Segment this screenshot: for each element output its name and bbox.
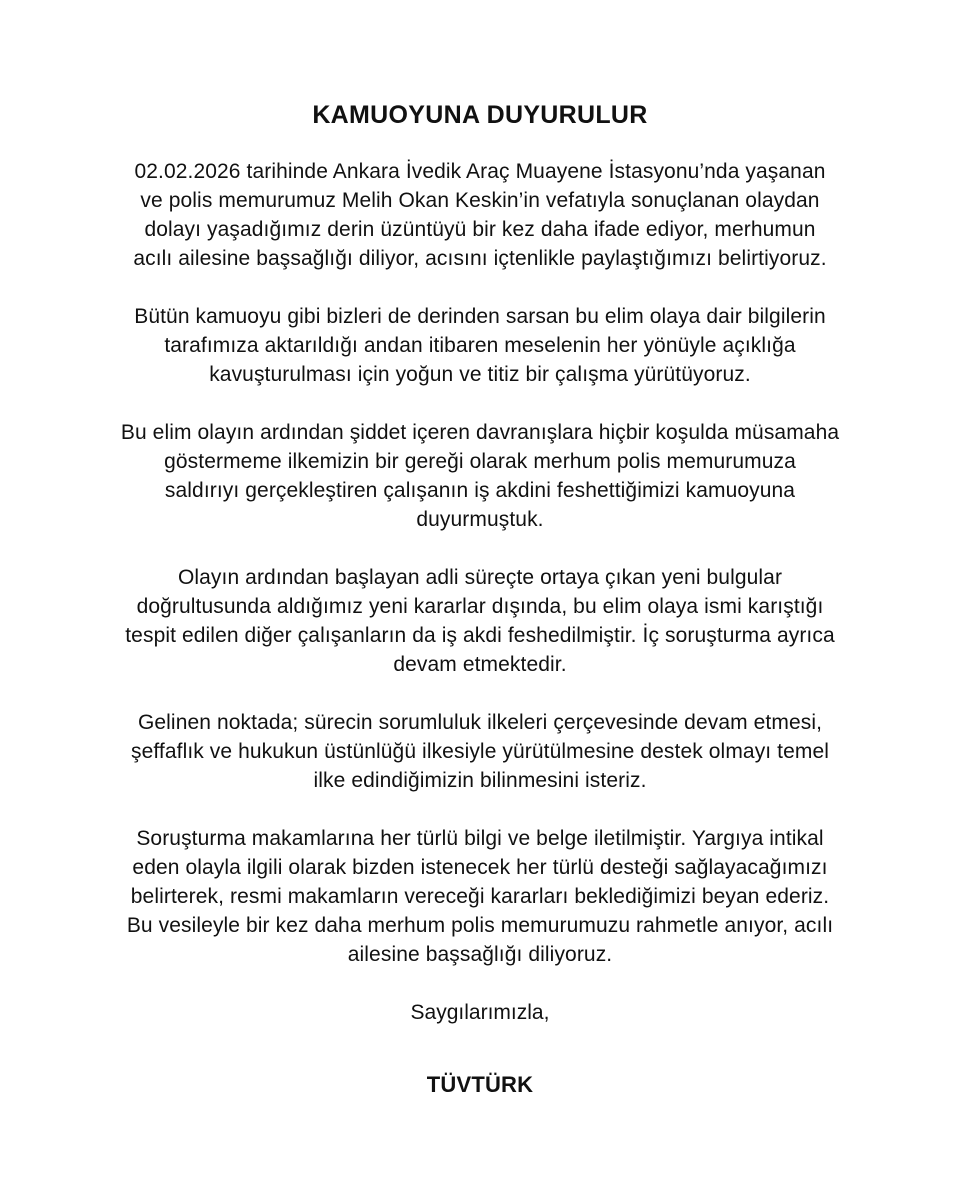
paragraph-line: belirterek, resmi makamların vereceği kararları beklediğimizi beyan ederiz.	[130, 885, 830, 908]
paragraph-line: eden olayla ilgili olarak bizden istenecek her türlü desteği sağlayacağımızı	[132, 856, 828, 879]
paragraph-line: saldırıyı gerçekleştiren çalışanın iş akdini feshettiğimizi kamuoyuna	[164, 479, 796, 502]
closing-salutation: Saygılarımızla,	[410, 1001, 550, 1024]
paragraph-line: tespit edilen diğer çalışanların da iş akdi feshedilmiştir. İç soruşturma ayrıca	[125, 624, 835, 647]
paragraph-line: Bütün kamuoyu gibi bizleri de derinden sarsan bu elim olaya dair bilgilerin	[134, 305, 826, 328]
paragraph-line: duyurmuştuk.	[416, 508, 544, 531]
paragraph-6	[35, 824, 925, 969]
paragraph-line: devam etmektedir.	[393, 653, 567, 676]
paragraph-line: Olayın ardından başlayan adli süreçte ortaya çıkan yeni bulgular	[177, 566, 783, 589]
paragraph-line: Gelinen noktada; sürecin sorumluluk ilkeleri çerçevesinde devam etmesi,	[137, 711, 823, 734]
paragraph-line: kavuşturulması için yoğun ve titiz bir çalışma yürütüyoruz.	[209, 363, 751, 386]
paragraph-3	[35, 418, 925, 534]
paragraph-line: dolayı yaşadığımız derin üzüntüyü bir kez daha ifade ediyor, merhumun	[144, 218, 816, 241]
paragraph-line: 02.02.2026 tarihinde Ankara İvedik Araç Muayene İstasyonu’nda yaşanan	[134, 160, 826, 183]
paragraph-5	[35, 708, 925, 795]
paragraph-line: tarafımıza aktarıldığı andan itibaren meselenin her yönüyle açıklığa	[164, 334, 796, 357]
paragraph-line: şeffaflık ve hukukun üstünlüğü ilkesiyle yürütülmesine destek olmayı temel	[130, 740, 830, 763]
paragraph-line: ailesine başsağlığı diliyoruz.	[347, 943, 613, 966]
paragraph-line: ve polis memurumuz Melih Okan Keskin’in vefatıyla sonuçlanan olaydan	[140, 189, 820, 212]
paragraph-4	[35, 563, 925, 679]
paragraph-1	[35, 157, 925, 273]
paragraph-line: acılı ailesine başsağlığı diliyor, acısını içtenlikle paylaştığımızı belirtiyoruz.	[133, 247, 827, 270]
signature-company: TÜVTÜRK	[426, 1072, 534, 1097]
paragraph-line: Bu vesileyle bir kez daha merhum polis memurumuzu rahmetle anıyor, acılı	[126, 914, 834, 937]
document-body	[35, 157, 925, 1027]
paragraph-line: Soruşturma makamlarına her türlü bilgi ve belge iletilmiştir. Yargıya intikal	[136, 827, 824, 850]
paragraph-line: göstermeme ilkemizin bir gereği olarak merhum polis memurumuza	[164, 450, 796, 473]
paragraph-line: ilke edindiğimizin bilinmesini isteriz.	[313, 769, 647, 792]
paragraph-line: Bu elim olayın ardından şiddet içeren davranışlara hiçbir koşulda müsamaha	[120, 421, 840, 444]
paragraph-line: doğrultusunda aldığımız yeni kararlar dışında, bu elim olaya ismi karıştığı	[136, 595, 824, 618]
paragraph-2	[35, 302, 925, 389]
document-title: KAMUOYUNA DUYURULUR	[312, 101, 648, 129]
